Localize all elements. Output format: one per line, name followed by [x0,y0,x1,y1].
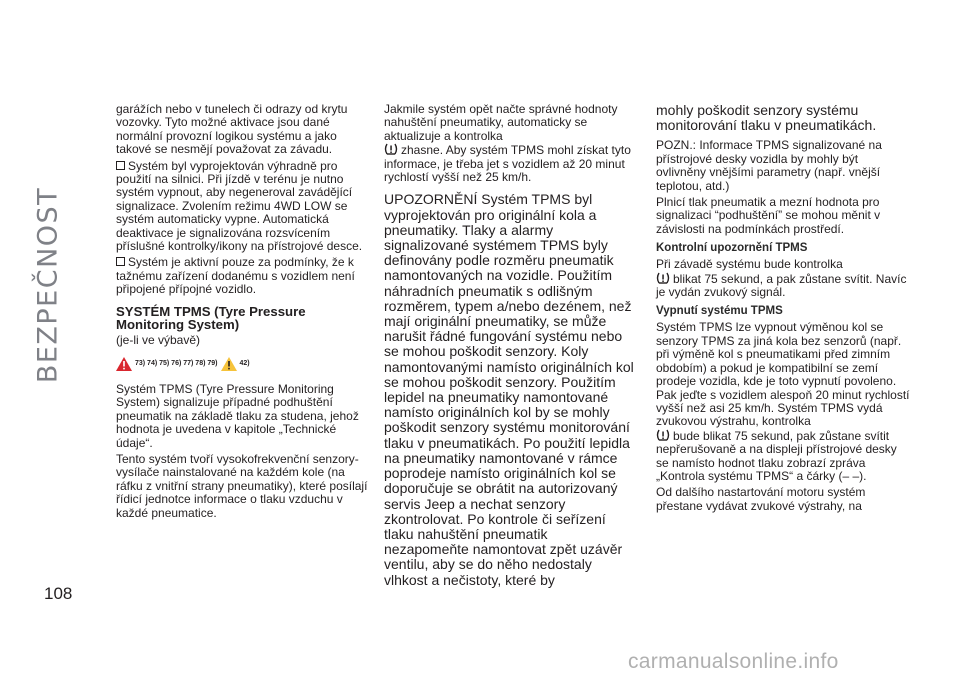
page-number: 108 [44,584,73,603]
warning-ref-numbers: 73) 74) 75) 76) 77) 78) 79) [135,360,218,368]
column-1 [116,103,368,523]
section-heading: SYSTÉM TPMS (Tyre Pressure Monitoring System) [116,303,306,333]
subheading: Vypnutí systému TPMS [656,305,783,318]
subtitle: (je-li ve výbavě) [116,332,201,347]
notice-paragraph: UPOZORNĚNÍ Systém TPMS byl vyprojektován pro originální kola a pneumatiky. Tlaky a alarmy signalizované systémem TPMS byly definovány podle rozměru pneumatik namontovaných na vozidle. Použitím náhradních pneumatik s odlišným rozměrem, typem a/nebo dezénem, než mají originální pneumatiky, se může narušit řádné fungování systému nebo se mohou poškodit senzory. Koly namontovanými namísto originálních kol se mohou poškodit senzory. Použitím lepidel na pneumatiky namontované namísto originálních kol by se mohly poškodit senzory systému monitorování tlaku v pneumatikách. Po použití lepidla na pneumatiky namontované v rámce poprodeje namísto originálních kol se doporučuje se obrátit na autorizovaný servis Jeep a nechat senzory zkontrolovat. Po kontrole či seřízení tlaku nahuštění pneumatik nezapomeňte namontovat zpět uzávěr ventilu, aby se do něho nedostaly vlhkost a nečistoty, které by [384,191,634,588]
paragraph: Systém TPMS lze vypnout výměnou kol se senzory TPMS za jiná kola bez senzorů (např. při výměně kol s pneumatikami před zimním obdobím) a pokud je kompatibilní se zemí prodeje vozidla, kde je toto vypnutí povoleno. Pak jeďte s vozidlem alespoň 20 minut rychlostí vyšší než asi 25 km/h. Systém TPMS vydá zvukovou výstrahu, kontrolka bude blikat 75 sekund, pak zůstane svítit nepřerušovaně a na displeji přístrojové desky se namísto hodnot tlaku zobrazí zpráva „Kontrola systému TPMS“ a čárky (– –). [656,320,910,483]
column-3 [656,103,910,516]
paragraph: Od dalšího nastartování motoru systém přestane vydávat zvukové výstrahy, na [656,485,866,513]
paragraph: Systém TPMS (Tyre Pressure Monitoring System) signalizuje případné podhuštění pneumatik na základě tlaku za studena, jehož hodnota je uvedena v kapitole „Technické údaje“. [116,381,359,450]
warning-triangle-red-icon [116,357,132,371]
tpms-warning-icon [656,429,670,441]
paragraph: POZN.: Informace TPMS signalizované na přístrojové desky vozidla by mohly být ovlivněny vnějšími parametry (např. vnější teplotou, atd.) [656,138,882,193]
column-2 [384,103,636,591]
section-label: BEZPEČNOST [32,186,64,384]
warning-triangle-yellow-icon [221,357,237,371]
paragraph: Jakmile systém opět načte správné hodnoty nahuštění pneumatiky, automaticky se aktualizuje a kontrolka zhasne. Aby systém TPMS mohl získat tyto informace, je třeba jet s vozidlem až 20 minut rychlostí vyšší než 25 km/h. [384,102,631,185]
tpms-warning-icon [384,143,398,155]
warning-references [116,357,368,371]
watermark: carmanualsonline.info [628,650,839,673]
paragraph: Plnicí tlak pneumatik a mezní hodnota pro signalizaci “podhuštění” se mohou měnit v závislosti na podmínkách prostředí. [656,195,881,236]
bullet-paragraph: Systém byl vyprojektován výhradně pro použití na silnici. Při jízdě v terénu je nutno systém vypnout, aby negeneroval zavádějící signalizace. Zvolením režimu 4WD LOW se systém automaticky vypne. Automatická deaktivace je signalizována rozsvícením příslušné kontrolky/ikony na přístrojové desce. [116,158,363,254]
checkbox-square-icon [116,257,125,266]
bullet-paragraph: Systém je aktivní pouze za podmínky, že k tažnému zařízení dodanému s vozidlem není připojené přípojné vozidlo. [116,255,355,297]
paragraph: garážích nebo v tunelech či odrazy od krytu vozovky. Tyto možné aktivace jsou dané normální provozní logikou systému a jako takové se nesmějí považovat za závadu. [116,102,348,157]
subheading: Kontrolní upozornění TPMS [656,242,808,255]
paragraph: Tento systém tvoří vysokofrekvenční senzory-vysílače nainstalované na každém kole (na ráfku z vnitřní strany pneumatiky), které posílají řídicí jednotce informace o tlaku vzduchu v každé pneumatice. [116,451,368,520]
paragraph: Při závadě systému bude kontrolka blikat 75 sekund, a pak zůstane svítit. Navíc je vydán zvukový signál. [656,257,907,300]
checkbox-square-icon [116,161,125,170]
tpms-warning-icon [656,272,670,284]
paragraph: mohly poškodit senzory systému monitorování tlaku v pneumatikách. [656,102,877,134]
warning-ref-numbers-2: 42) [239,360,250,368]
